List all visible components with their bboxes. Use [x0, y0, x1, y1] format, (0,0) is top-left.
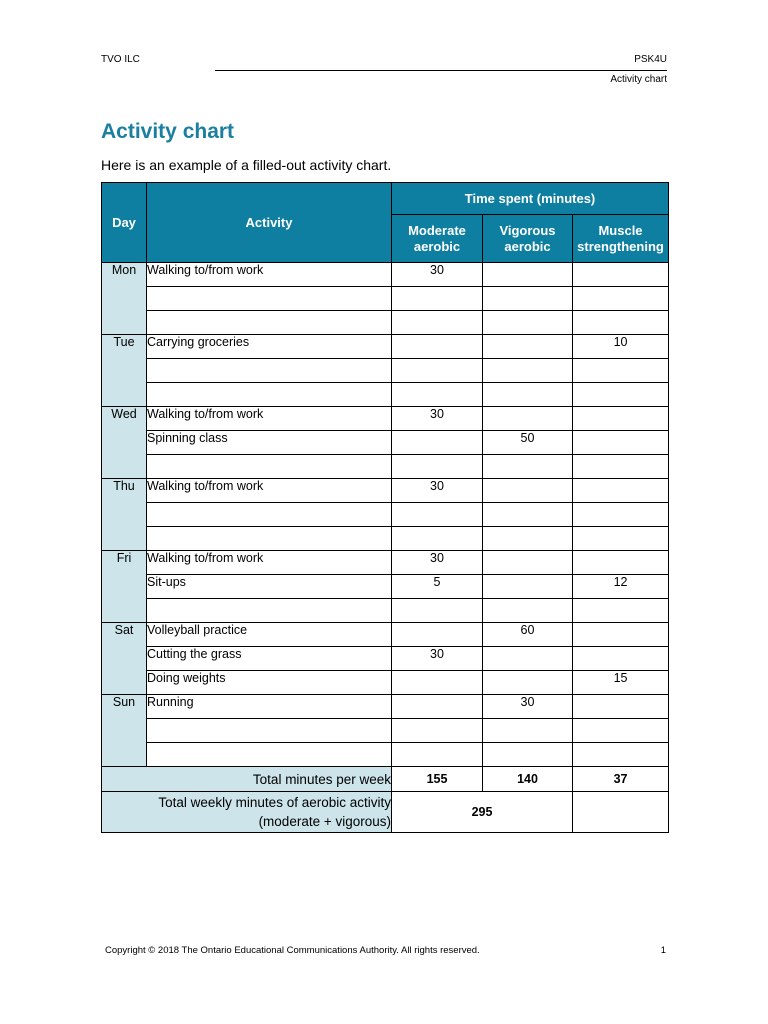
total-row: [102, 767, 669, 792]
vigorous-cell: [483, 599, 573, 623]
vigorous-cell: [483, 455, 573, 479]
moderate-cell: [392, 383, 483, 407]
table-row: [102, 407, 669, 431]
muscle-cell: [573, 455, 669, 479]
moderate-cell: [392, 455, 483, 479]
vigorous-cell: [483, 263, 573, 287]
day-cell: Fri: [102, 551, 147, 623]
muscle-cell: [573, 551, 669, 575]
vigorous-cell: 60: [483, 623, 573, 647]
muscle-cell: [573, 263, 669, 287]
activity-cell: [147, 743, 392, 767]
table-row: [102, 383, 669, 407]
moderate-cell: [392, 719, 483, 743]
moderate-cell: [392, 311, 483, 335]
activity-cell: [147, 503, 392, 527]
muscle-cell: [573, 359, 669, 383]
header-subtitle: Activity chart: [610, 74, 667, 85]
muscle-cell: [573, 503, 669, 527]
muscle-cell: [573, 623, 669, 647]
vigorous-cell: [483, 575, 573, 599]
day-cell: Sat: [102, 623, 147, 695]
vigorous-cell: [483, 335, 573, 359]
muscle-cell: [573, 479, 669, 503]
moderate-cell: 30: [392, 479, 483, 503]
moderate-cell: [392, 335, 483, 359]
moderate-cell: 30: [392, 551, 483, 575]
vigorous-cell: [483, 551, 573, 575]
moderate-cell: 30: [392, 647, 483, 671]
muscle-cell: [573, 599, 669, 623]
vigorous-cell: [483, 287, 573, 311]
table-row: [102, 575, 669, 599]
table-row: [102, 455, 669, 479]
vigorous-cell: [483, 407, 573, 431]
activity-cell: [147, 287, 392, 311]
total-vigorous: 140: [483, 767, 573, 792]
muscle-cell: [573, 743, 669, 767]
intro-text: Here is an example of a filled-out activity chart.: [101, 157, 392, 173]
vigorous-cell: [483, 647, 573, 671]
moderate-cell: 30: [392, 407, 483, 431]
table-row: [102, 263, 669, 287]
table-row: [102, 623, 669, 647]
vigorous-cell: [483, 383, 573, 407]
total-muscle: 37: [573, 767, 669, 792]
day-cell: Thu: [102, 479, 147, 551]
activity-cell: [147, 599, 392, 623]
vigorous-cell: [483, 671, 573, 695]
activity-cell: Walking to/from work: [147, 263, 392, 287]
table-row: [102, 551, 669, 575]
activity-cell: Doing weights: [147, 671, 392, 695]
table-row: [102, 647, 669, 671]
vigorous-cell: 50: [483, 431, 573, 455]
moderate-cell: [392, 527, 483, 551]
moderate-cell: [392, 623, 483, 647]
muscle-cell: [573, 695, 669, 719]
moderate-cell: 5: [392, 575, 483, 599]
aerobic-total-label: [102, 792, 392, 833]
col-muscle-header: Muscle strengthening: [573, 215, 669, 263]
aerobic-total-value: 295: [392, 792, 573, 833]
activity-table: [101, 182, 669, 833]
vigorous-cell: 30: [483, 695, 573, 719]
table-row: [102, 527, 669, 551]
moderate-cell: 30: [392, 263, 483, 287]
col-time-header: Time spent (minutes): [392, 183, 669, 215]
col-day-header: Day: [102, 183, 147, 263]
header-rule: [215, 70, 667, 71]
table-body: [102, 263, 669, 767]
moderate-cell: [392, 599, 483, 623]
table-row: [102, 359, 669, 383]
header-left: TVO ILC: [101, 54, 140, 65]
moderate-cell: [392, 431, 483, 455]
activity-cell: Cutting the grass: [147, 647, 392, 671]
total-moderate: 155: [392, 767, 483, 792]
vigorous-cell: [483, 359, 573, 383]
day-cell: Sun: [102, 695, 147, 767]
vigorous-cell: [483, 503, 573, 527]
activity-cell: Carrying groceries: [147, 335, 392, 359]
muscle-cell: [573, 719, 669, 743]
activity-cell: [147, 527, 392, 551]
moderate-cell: [392, 287, 483, 311]
activity-cell: [147, 311, 392, 335]
page-title: Activity chart: [101, 120, 235, 143]
muscle-cell: [573, 647, 669, 671]
aerobic-label-line1: Total weekly minutes of aerobic activity: [158, 795, 391, 810]
moderate-cell: [392, 743, 483, 767]
muscle-cell: [573, 407, 669, 431]
table-row: [102, 695, 669, 719]
vigorous-cell: [483, 743, 573, 767]
muscle-cell: 15: [573, 671, 669, 695]
muscle-cell: [573, 311, 669, 335]
col-activity-header: Activity: [147, 183, 392, 263]
col-moderate-header: Moderate aerobic: [392, 215, 483, 263]
table-row: [102, 335, 669, 359]
table-row: [102, 287, 669, 311]
activity-cell: Sit-ups: [147, 575, 392, 599]
vigorous-cell: [483, 527, 573, 551]
page-number: 1: [660, 945, 666, 956]
activity-cell: Walking to/from work: [147, 479, 392, 503]
copyright-footer: Copyright © 2018 The Ontario Educational Communications Authority. All rights reserved.: [105, 945, 480, 956]
muscle-cell: [573, 383, 669, 407]
activity-cell: [147, 719, 392, 743]
vigorous-cell: [483, 311, 573, 335]
aerobic-label-line2: (moderate + vigorous): [258, 814, 391, 829]
muscle-cell: [573, 287, 669, 311]
moderate-cell: [392, 359, 483, 383]
vigorous-cell: [483, 479, 573, 503]
muscle-cell: 10: [573, 335, 669, 359]
activity-cell: Running: [147, 695, 392, 719]
moderate-cell: [392, 503, 483, 527]
table-row: [102, 719, 669, 743]
activity-cell: Walking to/from work: [147, 551, 392, 575]
table-row: [102, 503, 669, 527]
activity-cell: [147, 383, 392, 407]
vigorous-cell: [483, 719, 573, 743]
muscle-cell: [573, 431, 669, 455]
aerobic-total-empty: [573, 792, 669, 833]
table-row: [102, 431, 669, 455]
day-cell: Wed: [102, 407, 147, 479]
table-row: [102, 671, 669, 695]
total-label: Total minutes per week: [102, 767, 392, 792]
muscle-cell: 12: [573, 575, 669, 599]
activity-cell: [147, 359, 392, 383]
activity-cell: [147, 455, 392, 479]
muscle-cell: [573, 527, 669, 551]
activity-cell: Walking to/from work: [147, 407, 392, 431]
day-cell: Mon: [102, 263, 147, 335]
activity-cell: Spinning class: [147, 431, 392, 455]
moderate-cell: [392, 695, 483, 719]
table-row: [102, 743, 669, 767]
table-row: [102, 479, 669, 503]
aerobic-total-row: [102, 792, 669, 833]
activity-cell: Volleyball practice: [147, 623, 392, 647]
moderate-cell: [392, 671, 483, 695]
header-right: PSK4U: [634, 54, 667, 65]
col-vigorous-header: Vigorous aerobic: [483, 215, 573, 263]
table-row: [102, 599, 669, 623]
day-cell: Tue: [102, 335, 147, 407]
table-row: [102, 311, 669, 335]
